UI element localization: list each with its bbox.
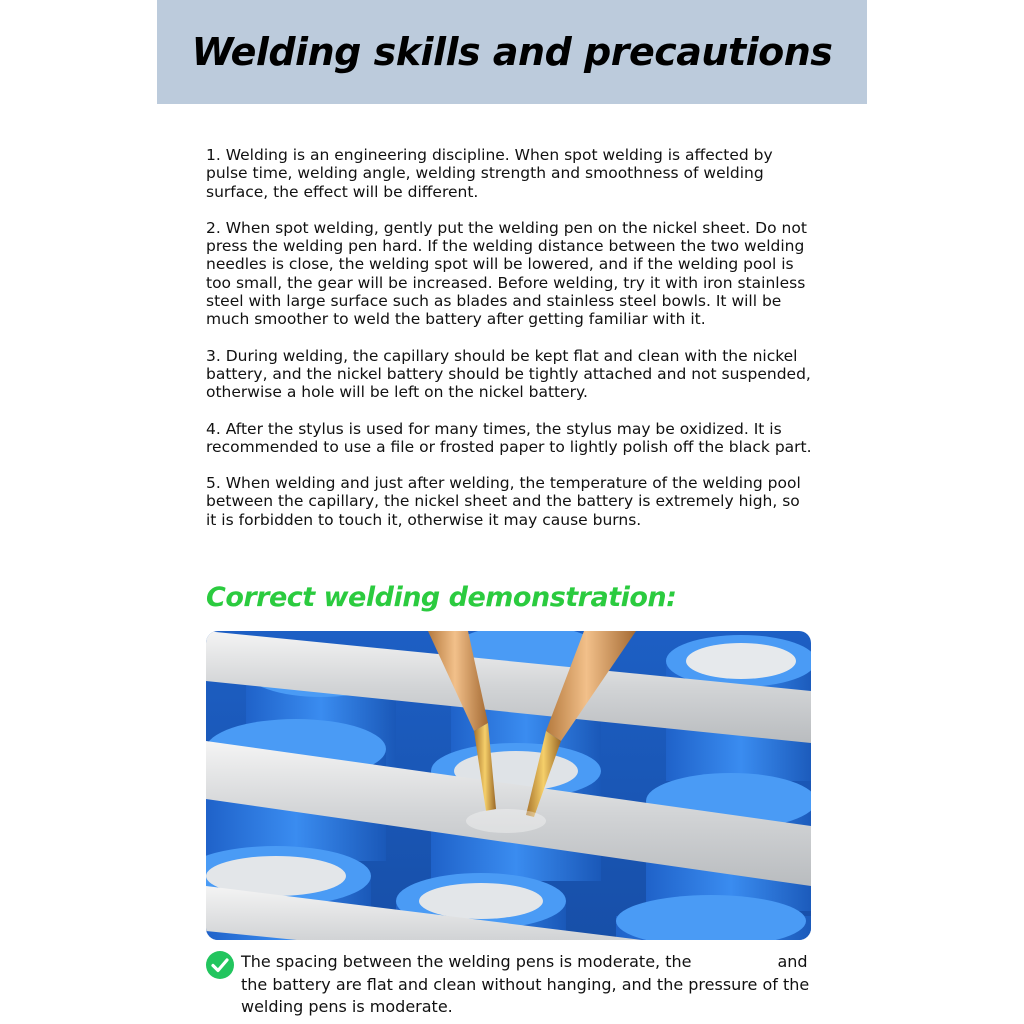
precautions-list <box>206 146 812 547</box>
precaution-item: 4. After the stylus is used for many times, the stylus may be oxidized. It is recommended to use a file or frosted paper to lightly polish off the black part. <box>206 419 812 456</box>
precaution-item: 2. When spot welding, gently put the welding pen on the nickel sheet. Do not press the welding pen hard. If the welding distance between the two welding needles is close, the welding spot will be lowered, and if the welding pool is too small, the gear will be increased. Before welding, try it with iron stainless steel with large surface such as blades and stainless steel bowls. It will be much smoother to weld the battery after getting familiar with it. <box>206 218 807 329</box>
welding-demo-image <box>206 631 811 940</box>
precaution-item: 5. When welding and just after welding, the temperature of the welding pool between the capillary, the nickel sheet and the battery is extremely high, so it is forbidden to touch it, otherwise it may cause burns. <box>206 474 801 529</box>
page-title: Welding skills and precautions <box>191 30 833 74</box>
header-banner <box>157 0 867 104</box>
check-circle-icon <box>206 951 234 979</box>
caption-part1: The spacing between the welding pens is moderate, the <box>241 952 692 971</box>
caption-part2: and the battery are flat and clean without hanging, and the pressure of the welding pens is moderate. <box>241 952 810 1016</box>
precaution-item: 1. Welding is an engineering discipline. When spot welding is affected by pulse time, welding angle, welding strength and smoothness of welding surface, the effect will be different. <box>206 146 773 201</box>
precaution-item: 3. During welding, the capillary should be kept flat and clean with the nickel battery, and the nickel battery should be tightly attached and not suspended, otherwise a hole will be left on the nickel battery. <box>206 346 811 402</box>
demo-caption <box>241 951 813 1019</box>
demo-title: Correct welding demonstration: <box>206 582 677 613</box>
